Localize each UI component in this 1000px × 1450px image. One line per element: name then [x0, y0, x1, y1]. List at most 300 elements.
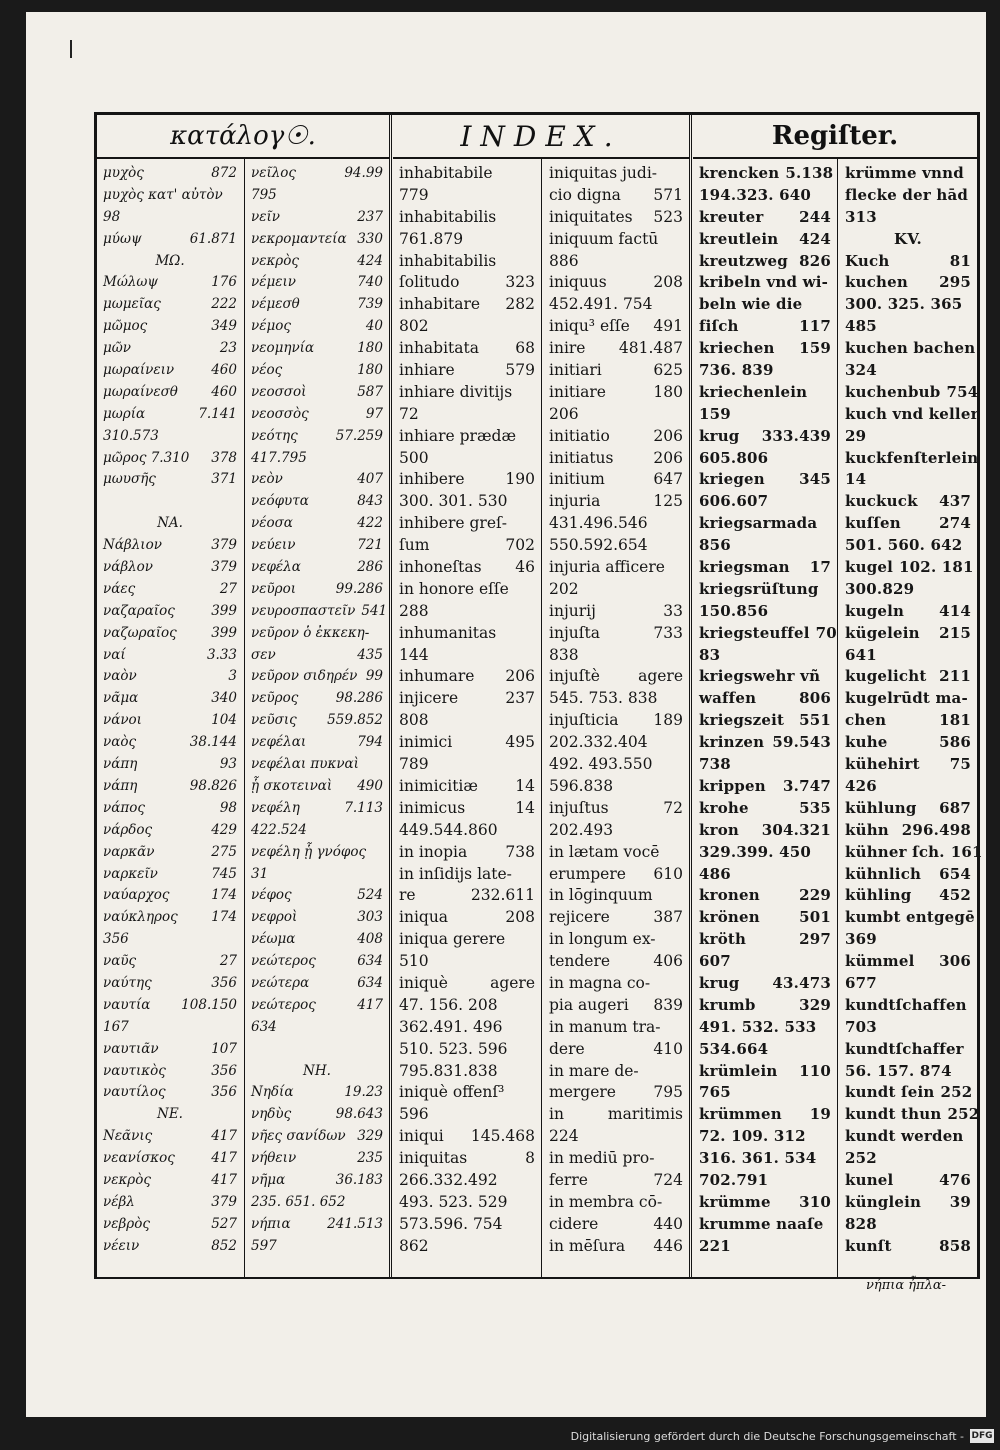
entry-page-refs: 571 [653, 185, 683, 204]
entry-page-refs: 102. 181 [899, 558, 974, 577]
index-entry [845, 469, 971, 491]
index-entry [103, 557, 237, 579]
index-entry [251, 185, 383, 207]
entry-page-refs: 495 [505, 733, 535, 752]
entry-term: μωμεῖας [103, 296, 161, 313]
entry-term: νέωμα [251, 931, 296, 948]
index-entry [251, 535, 383, 557]
entry-term: νεώτερα [251, 974, 310, 991]
entry-page-refs [529, 1061, 535, 1083]
entry-term: 150.856 [699, 601, 769, 620]
index-entry [399, 404, 535, 426]
entry-page-refs [828, 272, 834, 294]
entry-page-refs: 806 [799, 689, 831, 708]
index-entry [845, 864, 971, 886]
entry-term: 300. 325. 365 [845, 295, 963, 314]
entry-term: Νηδία [251, 1084, 294, 1101]
entry-page-refs: 97 [365, 405, 383, 422]
entry-page-refs [825, 1214, 831, 1236]
entry-term: inimicus [399, 798, 466, 817]
index-entry [399, 666, 535, 688]
entry-term: krönen [699, 908, 760, 927]
index-entry [699, 776, 831, 798]
index-entry [103, 776, 237, 798]
index-entry [399, 360, 535, 382]
entry-page-refs [529, 601, 535, 623]
entry-page-refs: 435 [357, 646, 383, 663]
entry-term: kribeln vnd wi- [699, 273, 829, 292]
entry-page-refs: 407 [357, 471, 383, 488]
entry-term: inhumare [399, 667, 475, 686]
greek-column-1 [103, 163, 237, 1258]
entry-page-refs [965, 579, 971, 601]
index-entry [251, 1170, 383, 1192]
index-entry [699, 842, 831, 864]
entry-term: kuch vnd keller [845, 404, 979, 423]
index-entry [399, 316, 535, 338]
index-entry [699, 1126, 831, 1148]
entry-page-refs: 98.286 [335, 690, 383, 707]
entry-page-refs: 110 [799, 1061, 831, 1080]
index-entry [103, 382, 237, 404]
entry-page-refs: 27 [219, 580, 237, 597]
entry-page-refs: 145.468 [470, 1127, 535, 1146]
index-entry [251, 1126, 383, 1148]
entry-page-refs: 310 [799, 1192, 831, 1211]
index-entry [103, 688, 237, 710]
index-entry [399, 601, 535, 623]
index-entry [103, 601, 237, 623]
entry-page-refs: 70 [815, 623, 837, 642]
entry-page-refs: 206 [653, 448, 683, 467]
index-entry [399, 1082, 535, 1104]
entry-term: μωυσῆς [103, 471, 156, 488]
entry-term: 486 [699, 864, 731, 883]
index-entry [103, 623, 237, 645]
entry-page-refs: 108.150 [181, 996, 237, 1013]
entry-page-refs [529, 513, 535, 535]
index-entry [549, 601, 683, 623]
entry-term: νέοσα [251, 515, 293, 532]
entry-page-refs: 36.183 [335, 1171, 383, 1188]
index-entry [399, 382, 535, 404]
entry-page-refs: 8 [525, 1149, 535, 1168]
entry-term: μύωψ [103, 230, 142, 247]
index-entry [103, 1104, 237, 1126]
index-entry [103, 1082, 237, 1104]
index-entry [699, 404, 831, 426]
entry-page-refs: 417 [211, 1128, 237, 1145]
index-entry [699, 732, 831, 754]
index-entry [845, 404, 979, 426]
entry-page-refs: 387 [653, 908, 683, 927]
entry-term: ναὸν [103, 668, 137, 685]
index-entry [845, 579, 971, 601]
index-entry [549, 929, 683, 951]
entry-term: νεώτερος [251, 996, 316, 1013]
entry-term: μῶμος [103, 318, 148, 335]
entry-page-refs [825, 1170, 831, 1192]
entry-page-refs [677, 163, 683, 185]
entry-page-refs: 297 [799, 930, 831, 949]
entry-term: injicere [399, 689, 459, 708]
index-entry [845, 1148, 971, 1170]
entry-term: 31 [251, 865, 269, 882]
entry-page-refs [968, 185, 974, 207]
index-entry [399, 448, 535, 470]
entry-page-refs [529, 382, 535, 404]
index-entry [399, 798, 535, 820]
entry-page-refs: 417 [357, 996, 383, 1013]
entry-term: 300.829 [845, 579, 915, 598]
entry-term: 324 [845, 361, 877, 380]
index-entry [699, 426, 831, 448]
entry-page-refs [529, 426, 535, 448]
entry-page-refs: 724 [653, 1170, 683, 1189]
index-entry [549, 163, 683, 185]
entry-page-refs: 417 [211, 1171, 237, 1188]
index-entry [103, 710, 237, 732]
entry-page-refs: 59.543 [772, 733, 831, 752]
index-entry [549, 382, 683, 404]
entry-term: 838 [549, 645, 579, 664]
index-entry [845, 623, 971, 645]
entry-page-refs [677, 579, 683, 601]
index-entry [845, 1061, 971, 1083]
index-entry [699, 1082, 831, 1104]
index-entry [845, 316, 971, 338]
entry-page-refs: 429 [211, 821, 237, 838]
entry-page-refs: 174 [211, 887, 237, 904]
entry-term: νεβρὸς [103, 1215, 150, 1232]
entry-page-refs: 81 [949, 251, 971, 270]
index-entry [699, 1214, 831, 1236]
index-entry [845, 885, 971, 907]
entry-page-refs [965, 316, 971, 338]
index-entry [549, 1126, 683, 1148]
entry-term: 677 [845, 973, 877, 992]
index-entry [399, 842, 535, 864]
entry-term: μωραίνειν [103, 362, 175, 379]
entry-page-refs [677, 404, 683, 426]
entry-term: 702.791 [699, 1170, 769, 1189]
index-entry [845, 513, 971, 535]
entry-page-refs [377, 1039, 383, 1061]
index-entry [103, 1236, 237, 1258]
index-entry [399, 207, 535, 229]
entry-term: kühner ſch. [845, 842, 945, 861]
entry-term: in [549, 1105, 564, 1124]
entry-term: νέος [251, 362, 283, 379]
entry-term: inhabitata [399, 339, 479, 358]
entry-page-refs: 68 [515, 339, 535, 358]
entry-page-refs: 422 [357, 515, 383, 532]
entry-term: νεφέλαι πυκναὶ [251, 756, 359, 773]
entry-page-refs [529, 1214, 535, 1236]
entry-page-refs: 379 [211, 537, 237, 554]
entry-page-refs [677, 754, 683, 776]
index-entry [845, 272, 971, 294]
index-entry [103, 207, 237, 229]
entry-page-refs [825, 360, 831, 382]
entry-term: 492. 493.550 [549, 755, 653, 774]
entry-page-refs [965, 294, 971, 316]
index-entry [549, 513, 683, 535]
entry-term: νεφροὶ [251, 909, 298, 926]
entry-page-refs: 215 [939, 623, 971, 642]
entry-term: 202 [549, 579, 579, 598]
index-entry [699, 1170, 831, 1192]
entry-page-refs: 237 [357, 208, 383, 225]
entry-term: ναύκληρος [103, 909, 178, 926]
index-entry [699, 973, 831, 995]
entry-term: ναί [103, 646, 126, 663]
entry-page-refs: 460 [211, 362, 237, 379]
index-entry [103, 513, 237, 535]
entry-term: erumpere [549, 864, 626, 883]
index-entry [549, 776, 683, 798]
entry-page-refs: 524 [357, 887, 383, 904]
entry-page-refs: 733 [653, 623, 683, 642]
entry-term: νεῖν [251, 208, 280, 225]
index-entry [399, 491, 535, 513]
entry-page-refs: 244 [799, 207, 831, 226]
entry-term: inimici [399, 733, 453, 752]
entry-term: νέμεσθ [251, 296, 300, 313]
index-entry [845, 535, 971, 557]
index-entry [549, 864, 683, 886]
index-entry [103, 163, 237, 185]
entry-term: νέφος [251, 887, 292, 904]
entry-page-refs [377, 754, 383, 776]
entry-term: injuria [549, 492, 601, 511]
entry-page-refs: 181 [939, 711, 971, 730]
index-entry [103, 491, 237, 513]
entry-term: injuſtè [549, 667, 600, 686]
entry-page-refs [677, 973, 683, 995]
entry-term: 862 [399, 1236, 429, 1255]
entry-page-refs: 7.113 [344, 799, 383, 816]
entry-term: kugel [845, 558, 894, 577]
index-entry [845, 229, 971, 251]
entry-term: νεόφυτα [251, 493, 309, 510]
entry-term: νεῦρος [251, 690, 299, 707]
entry-term: kuckfenſterlein [845, 448, 979, 467]
index-entry [845, 754, 971, 776]
entry-term: 83 [699, 645, 721, 664]
entry-term: krohe [699, 798, 749, 817]
sub-column-divider [244, 157, 245, 1277]
entry-term: in honore eſſe [399, 579, 509, 598]
entry-term: kühling [845, 886, 912, 905]
entry-page-refs [975, 907, 981, 929]
entry-page-refs [825, 842, 831, 864]
entry-term: ναυτία [103, 996, 151, 1013]
entry-term: injuſticia [549, 711, 619, 730]
index-entry [251, 776, 383, 798]
index-entry [399, 776, 535, 798]
entry-term: νέμος [251, 318, 291, 335]
entry-term: rejicere [549, 908, 610, 927]
index-entry [103, 469, 237, 491]
entry-page-refs [965, 973, 971, 995]
index-entry [699, 666, 831, 688]
entry-page-refs: 237 [505, 689, 535, 708]
entry-term: νεφέλαι [251, 734, 307, 751]
entry-term: kuchen bachen [845, 339, 976, 358]
entry-page-refs: 378 [211, 449, 237, 466]
entry-term: νήθειν [251, 1150, 297, 1167]
index-entry [399, 557, 535, 579]
entry-term: initiari [549, 361, 602, 380]
entry-term: 886 [549, 251, 579, 270]
entry-term: kühn [845, 820, 889, 839]
entry-page-refs: 161 [950, 842, 983, 861]
entry-page-refs: 634 [357, 974, 383, 991]
entry-page-refs [825, 864, 831, 886]
index-entry [399, 1236, 535, 1258]
entry-term: inhiare divitijs [399, 382, 513, 401]
entry-term: ναζωραῖος [103, 624, 177, 641]
entry-term: krümme [699, 1192, 771, 1211]
entry-term: 596.838 [549, 776, 614, 795]
index-entry [399, 1126, 535, 1148]
index-entry [549, 426, 683, 448]
entry-term: 56. 157. 874 [845, 1061, 952, 1080]
entry-term: νεώτερος [251, 953, 316, 970]
index-entry [103, 820, 237, 842]
index-entry [103, 1039, 237, 1061]
entry-term: kröth [699, 930, 747, 949]
entry-term: 765 [699, 1083, 731, 1102]
entry-term: 417.795 [251, 449, 307, 466]
index-entry [699, 382, 831, 404]
entry-term: 72. 109. 312 [699, 1127, 806, 1146]
entry-term: 252 [845, 1149, 877, 1168]
entry-page-refs: 117 [799, 317, 831, 336]
index-entry [251, 229, 383, 251]
index-entry [549, 754, 683, 776]
entry-page-refs [529, 1082, 535, 1104]
entry-term: kundtſchaffer [845, 1039, 964, 1058]
entry-term: inimicitiæ [399, 776, 478, 795]
entry-term: 545. 753. 838 [549, 689, 658, 708]
entry-page-refs [965, 1148, 971, 1170]
entry-term: injuſta [549, 623, 600, 642]
index-entry [549, 1082, 683, 1104]
index-entry [845, 382, 979, 404]
entry-page-refs: 107 [211, 1040, 237, 1057]
entry-term: 596 [399, 1105, 429, 1124]
entry-page-refs: 356 [211, 1084, 237, 1101]
entry-page-refs [529, 820, 535, 842]
entry-term: 159 [699, 404, 731, 423]
entry-page-refs [677, 294, 683, 316]
entry-term: μωρία [103, 405, 146, 422]
index-entry [399, 251, 535, 273]
entry-page-refs: 304.321 [761, 820, 831, 839]
entry-page-refs [975, 338, 981, 360]
entry-term: inhabitabilis [399, 251, 497, 270]
entry-term: kriegsrüſtung [699, 579, 819, 598]
column-divider [389, 115, 392, 1277]
entry-term: in mēſura [549, 1236, 626, 1255]
index-entry [103, 1214, 237, 1236]
index-entry [399, 185, 535, 207]
entry-page-refs: 180 [357, 362, 383, 379]
entry-page-refs [677, 1192, 683, 1214]
entry-term: 29 [845, 426, 867, 445]
entry-term: Kuch [845, 251, 890, 270]
entry-page-refs: 843 [357, 493, 383, 510]
index-entry [103, 579, 237, 601]
entry-page-refs: 687 [939, 798, 971, 817]
entry-page-refs [529, 929, 535, 951]
entry-page-refs: 340 [211, 690, 237, 707]
entry-term: νεκρομαντεία [251, 230, 347, 247]
index-entry [251, 448, 383, 470]
entry-page-refs: 232.611 [470, 886, 535, 905]
entry-page-refs: 839 [653, 995, 683, 1014]
index-entry [845, 294, 971, 316]
entry-term: μυχὸς [103, 165, 144, 181]
entry-page-refs: 39 [949, 1192, 971, 1211]
entry-page-refs: 379 [211, 559, 237, 576]
entry-term: νεφέλη [251, 799, 300, 816]
entry-term: 266.332.492 [399, 1170, 498, 1189]
entry-page-refs: 40 [365, 318, 383, 335]
index-entry [549, 1236, 683, 1258]
index-entry [251, 1017, 383, 1039]
entry-page-refs: 274 [939, 514, 971, 533]
entry-term: pia augeri [549, 995, 629, 1014]
entry-page-refs [529, 1192, 535, 1214]
entry-term: krippen [699, 776, 766, 795]
index-entry [845, 251, 971, 273]
index-entry [399, 995, 535, 1017]
entry-term: inhumanitas [399, 623, 497, 642]
entry-term: νεῖλος [251, 165, 296, 181]
entry-page-refs: 406 [653, 952, 683, 971]
index-entry [699, 820, 831, 842]
index-entry [251, 1061, 383, 1083]
entry-term: 300. 301. 530 [399, 492, 508, 511]
index-entry [845, 995, 971, 1017]
entry-term: iniquè [399, 973, 448, 992]
entry-page-refs: 3 [228, 668, 237, 685]
entry-term: krumb [699, 995, 756, 1014]
index-entry [549, 185, 683, 207]
entry-page-refs: 852 [211, 1237, 237, 1254]
entry-term: νεὸν [251, 471, 283, 488]
entry-term: νάνοι [103, 712, 142, 729]
entry-page-refs: 275 [211, 843, 237, 860]
entry-page-refs [677, 842, 683, 864]
entry-term: νάες [103, 580, 136, 597]
index-entry [845, 688, 971, 710]
entry-page-refs: 206 [505, 667, 535, 686]
entry-term: 510 [399, 952, 429, 971]
index-entry [251, 1192, 383, 1214]
entry-term: Μώλωψ [103, 274, 158, 291]
index-entry [251, 513, 383, 535]
entry-term: νέβλ [103, 1193, 135, 1210]
index-entry [699, 272, 831, 294]
entry-term: kuſſen [845, 514, 901, 533]
index-entry [399, 1104, 535, 1126]
entry-page-refs: 296.498 [901, 820, 971, 839]
entry-term: iniquitas judi- [549, 164, 658, 182]
